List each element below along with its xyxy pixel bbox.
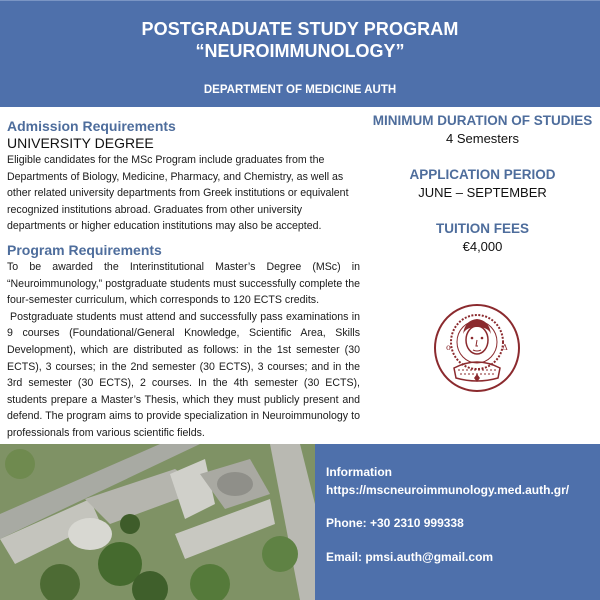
admission-title: Admission Requirements bbox=[7, 118, 176, 134]
program-title-line1: POSTGRADUATE STUDY PROGRAM bbox=[141, 19, 459, 39]
program-title: Program Requirements bbox=[7, 241, 162, 258]
program-title-line2: “NEUROIMMUNOLOGY” bbox=[195, 41, 405, 61]
program-paragraph-2: Postgraduate students must attend and successfully pass examinations in 9 courses (Foundational/General Knowledge, Scientific Area, Skills Development), which are distributed as follows: in the 1st semester (30 ECTS), 3 courses; in the 2nd semester (30 ECTS), 3 courses; and in the 3rd semester (30 ECTS), 2 courses. In the 4th semester (30 ECTS), students prepare a Master’s Thesis, which they must publicly present and defend. The program aims to provide specialization in Neuroimmunology to professionals from various scientific fields. bbox=[7, 310, 360, 439]
application-label: APPLICATION PERIOD bbox=[409, 167, 556, 182]
phone-number[interactable]: Phone: +30 2310 999338 bbox=[326, 516, 464, 530]
key-facts-column bbox=[365, 112, 600, 255]
program-paragraph-1: To be awarded the Interinstitutional Master’s Degree (MSc) in “Neuroimmunology,” postgraduate students must successfully complete the four-semester curriculum, which corresponds to 120 ECTS credits. bbox=[7, 260, 360, 307]
duration-label: MINIMUM DURATION OF STUDIES bbox=[372, 113, 593, 128]
application-value: JUNE – SEPTEMBER bbox=[418, 185, 547, 200]
requirements-column bbox=[7, 117, 360, 442]
email-address[interactable]: Email: pmsi.auth@gmail.com bbox=[326, 550, 494, 564]
fees-value: €4,000 bbox=[462, 239, 503, 254]
info-label: Information bbox=[326, 465, 392, 479]
admission-text: Eligible candidates for the MSc Program include graduates from the Departments of Biology, Medicine, Pharmacy, and Chemistry, as well as other related university departments from Greek institutions or equivalent recognized institutions abroad. Graduates from other university departments or higher education institutions may also be accepted. bbox=[7, 154, 349, 233]
university-seal-icon bbox=[432, 298, 522, 398]
fees-label: TUITION FEES bbox=[435, 221, 529, 236]
department-name: DEPARTMENT OF MEDICINE AUTH bbox=[203, 84, 397, 96]
campus-aerial-photo bbox=[0, 444, 315, 600]
website-link[interactable]: https://mscneuroimmunology.med.auth.gr/ bbox=[326, 483, 570, 497]
header-banner bbox=[0, 0, 600, 107]
contact-panel bbox=[315, 444, 600, 600]
svg-text:ο: ο bbox=[446, 343, 451, 352]
svg-text:Δ: Δ bbox=[502, 343, 508, 352]
admission-subtitle: UNIVERSITY DEGREE bbox=[7, 135, 154, 151]
duration-value: 4 Semesters bbox=[446, 131, 519, 146]
